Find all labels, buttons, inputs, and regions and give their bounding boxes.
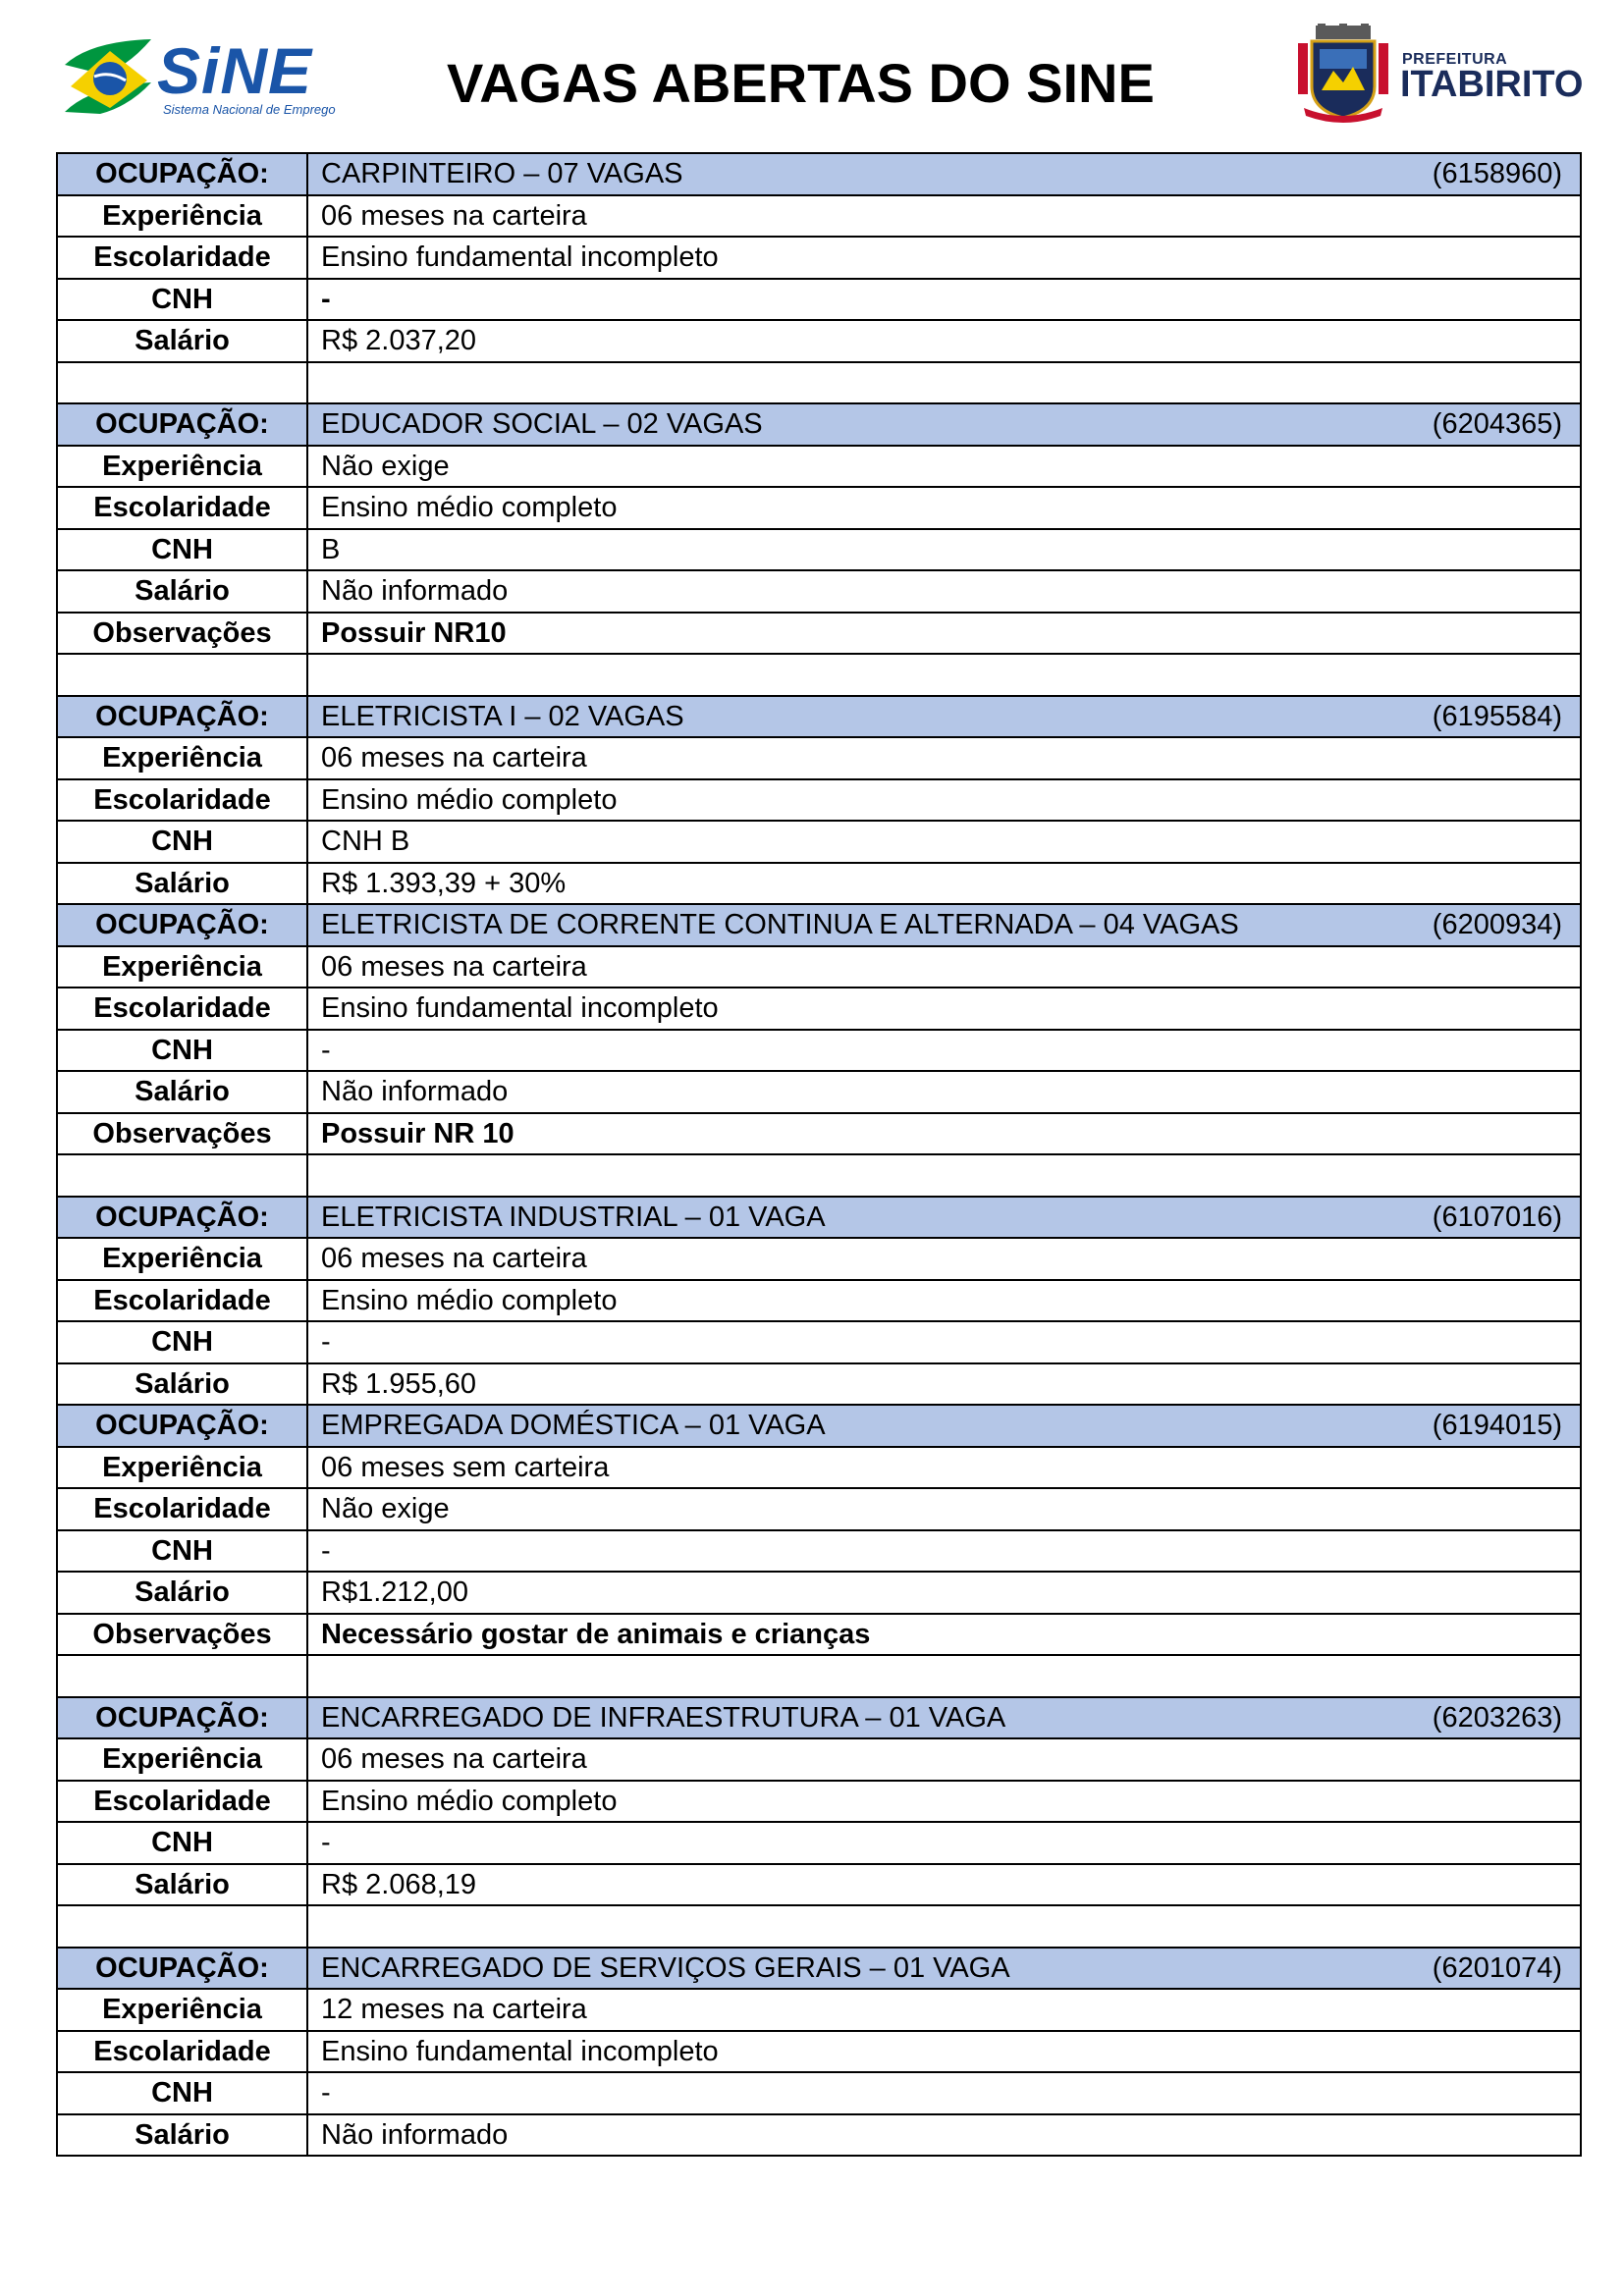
field-value: Ensino fundamental incompleto	[307, 237, 1581, 279]
field-value: 06 meses na carteira	[307, 737, 1581, 779]
vacancy-code: (6203263)	[1432, 1701, 1562, 1734]
field-row-experiencia	[57, 195, 1581, 238]
field-value: -	[307, 1321, 1581, 1363]
field-label: Salário	[57, 320, 307, 362]
field-row-salario	[57, 1071, 1581, 1113]
field-value: Não informado	[307, 2114, 1581, 2157]
field-value: 06 meses na carteira	[307, 1238, 1581, 1280]
page-title: VAGAS ABERTAS DO SINE	[447, 52, 1155, 114]
field-value: Necessário gostar de animais e crianças	[307, 1614, 1581, 1656]
field-value: Possuir NR10	[307, 613, 1581, 655]
occupation-value	[307, 1948, 1581, 1990]
field-value: -	[307, 2072, 1581, 2114]
occupation-row	[57, 904, 1581, 946]
field-value: -	[307, 1030, 1581, 1072]
field-value: Não exige	[307, 1488, 1581, 1530]
field-row-cnh	[57, 2072, 1581, 2114]
job-openings-table	[56, 152, 1582, 2157]
spacer-cell	[57, 1655, 307, 1697]
field-row-cnh	[57, 1321, 1581, 1363]
occupation-label: OCUPAÇÃO:	[57, 696, 307, 738]
field-value: Ensino médio completo	[307, 487, 1581, 529]
field-label: Experiência	[57, 737, 307, 779]
field-row-salario	[57, 1572, 1581, 1614]
field-label: Experiência	[57, 195, 307, 238]
occupation-value	[307, 696, 1581, 738]
field-label: Experiência	[57, 446, 307, 488]
field-value: 06 meses na carteira	[307, 195, 1581, 238]
field-value: R$ 1.393,39 + 30%	[307, 863, 1581, 905]
field-value: Ensino médio completo	[307, 779, 1581, 822]
vacancy-code: (6194015)	[1432, 1410, 1562, 1442]
field-label: Experiência	[57, 946, 307, 988]
occupation-row	[57, 696, 1581, 738]
occupation-value	[307, 1697, 1581, 1739]
field-label: Salário	[57, 1071, 307, 1113]
field-row-salario	[57, 570, 1581, 613]
occupation-label: OCUPAÇÃO:	[57, 1697, 307, 1739]
field-value: 06 meses na carteira	[307, 946, 1581, 988]
vacancy-code: (6158960)	[1432, 158, 1562, 190]
field-label: CNH	[57, 279, 307, 321]
spacer-cell	[307, 654, 1581, 696]
field-label: CNH	[57, 1822, 307, 1864]
occupation-label: OCUPAÇÃO:	[57, 1948, 307, 1990]
field-value: CNH B	[307, 821, 1581, 863]
spacer-row	[57, 654, 1581, 696]
field-label: Escolaridade	[57, 779, 307, 822]
occupation-title: ELETRICISTA DE CORRENTE CONTINUA E ALTERNADA – 04 VAGAS	[321, 909, 1239, 941]
occupation-label: OCUPAÇÃO:	[57, 1405, 307, 1447]
spacer-row	[57, 1905, 1581, 1948]
field-value: 12 meses na carteira	[307, 1989, 1581, 2031]
brazil-flag-icon	[61, 35, 155, 118]
occupation-label: OCUPAÇÃO:	[57, 1197, 307, 1239]
occupation-title: ENCARREGADO DE INFRAESTRUTURA – 01 VAGA	[321, 1701, 1006, 1734]
field-value: 06 meses na carteira	[307, 1738, 1581, 1781]
field-label: Salário	[57, 570, 307, 613]
field-value: B	[307, 529, 1581, 571]
field-label: Salário	[57, 1363, 307, 1406]
field-row-escolaridade	[57, 487, 1581, 529]
occupation-row	[57, 1405, 1581, 1447]
field-row-salario	[57, 1864, 1581, 1906]
occupation-row	[57, 1197, 1581, 1239]
page-header	[0, 0, 1624, 147]
spacer-cell	[57, 362, 307, 404]
occupation-row	[57, 153, 1581, 195]
field-row-escolaridade	[57, 779, 1581, 822]
occupation-title: CARPINTEIRO – 07 VAGAS	[321, 158, 683, 190]
field-value: Ensino médio completo	[307, 1280, 1581, 1322]
spacer-cell	[57, 1905, 307, 1948]
field-row-escolaridade	[57, 988, 1581, 1030]
field-label: Salário	[57, 2114, 307, 2157]
field-row-cnh	[57, 821, 1581, 863]
field-row-cnh	[57, 1530, 1581, 1573]
occupation-label: OCUPAÇÃO:	[57, 904, 307, 946]
vacancy-code: (6201074)	[1432, 1951, 1562, 1984]
field-label: Escolaridade	[57, 1488, 307, 1530]
occupation-title: ELETRICISTA INDUSTRIAL – 01 VAGA	[321, 1201, 826, 1233]
field-row-escolaridade	[57, 2031, 1581, 2073]
field-row-salario	[57, 2114, 1581, 2157]
field-row-experiencia	[57, 737, 1581, 779]
field-value: -	[307, 1530, 1581, 1573]
field-row-observacoes	[57, 1113, 1581, 1155]
vacancy-code: (6195584)	[1432, 700, 1562, 732]
field-label: Escolaridade	[57, 1781, 307, 1823]
spacer-cell	[57, 1154, 307, 1197]
field-value: Não exige	[307, 446, 1581, 488]
field-label: CNH	[57, 529, 307, 571]
field-label: Escolaridade	[57, 988, 307, 1030]
field-label: CNH	[57, 1030, 307, 1072]
field-row-escolaridade	[57, 237, 1581, 279]
field-label: Escolaridade	[57, 2031, 307, 2073]
field-value: Possuir NR 10	[307, 1113, 1581, 1155]
field-value: R$ 2.068,19	[307, 1864, 1581, 1906]
field-value: Ensino fundamental incompleto	[307, 2031, 1581, 2073]
field-row-experiencia	[57, 1447, 1581, 1489]
sine-logo	[61, 31, 336, 120]
field-value: Ensino fundamental incompleto	[307, 988, 1581, 1030]
field-row-cnh	[57, 1030, 1581, 1072]
field-label: Experiência	[57, 1238, 307, 1280]
occupation-value	[307, 1197, 1581, 1239]
field-label: CNH	[57, 2072, 307, 2114]
vacancy-code: (6204365)	[1432, 408, 1562, 441]
spacer-cell	[57, 654, 307, 696]
city-name-label: ITABIRITO	[1400, 64, 1584, 105]
field-row-observacoes	[57, 613, 1581, 655]
spacer-cell	[307, 362, 1581, 404]
prefeitura-itabirito-logo	[1294, 24, 1584, 126]
field-row-cnh	[57, 529, 1581, 571]
field-label: Escolaridade	[57, 1280, 307, 1322]
field-label: Observações	[57, 1113, 307, 1155]
spacer-row	[57, 1655, 1581, 1697]
city-crest-icon	[1294, 24, 1392, 126]
field-row-experiencia	[57, 1238, 1581, 1280]
field-row-escolaridade	[57, 1280, 1581, 1322]
spacer-cell	[307, 1655, 1581, 1697]
field-value: -	[307, 279, 1581, 321]
field-row-experiencia	[57, 446, 1581, 488]
field-value: R$1.212,00	[307, 1572, 1581, 1614]
field-label: Observações	[57, 613, 307, 655]
field-label: Experiência	[57, 1447, 307, 1489]
sine-logo-subtitle: Sistema Nacional de Emprego	[163, 102, 336, 117]
occupation-title: ENCARREGADO DE SERVIÇOS GERAIS – 01 VAGA	[321, 1951, 1010, 1984]
spacer-row	[57, 1154, 1581, 1197]
field-label: Salário	[57, 1864, 307, 1906]
field-row-salario	[57, 863, 1581, 905]
prefeitura-label: PREFEITURA	[1402, 51, 1508, 68]
occupation-label: OCUPAÇÃO:	[57, 153, 307, 195]
field-row-escolaridade	[57, 1488, 1581, 1530]
field-row-salario	[57, 1363, 1581, 1406]
occupation-row	[57, 1948, 1581, 1990]
vacancy-code: (6107016)	[1432, 1201, 1562, 1233]
occupation-title: EDUCADOR SOCIAL – 02 VAGAS	[321, 408, 763, 441]
field-value: -	[307, 1822, 1581, 1864]
occupation-value	[307, 1405, 1581, 1447]
job-openings-body	[57, 153, 1581, 2156]
field-row-experiencia	[57, 946, 1581, 988]
field-value: R$ 1.955,60	[307, 1363, 1581, 1406]
field-label: Observações	[57, 1614, 307, 1656]
spacer-cell	[307, 1154, 1581, 1197]
field-value: Não informado	[307, 570, 1581, 613]
occupation-row	[57, 1697, 1581, 1739]
field-row-escolaridade	[57, 1781, 1581, 1823]
field-row-cnh	[57, 1822, 1581, 1864]
field-row-cnh	[57, 279, 1581, 321]
field-label: Salário	[57, 1572, 307, 1614]
field-value: R$ 2.037,20	[307, 320, 1581, 362]
field-label: CNH	[57, 821, 307, 863]
field-row-observacoes	[57, 1614, 1581, 1656]
occupation-title: ELETRICISTA I – 02 VAGAS	[321, 700, 684, 732]
occupation-title: EMPREGADA DOMÉSTICA – 01 VAGA	[321, 1410, 826, 1442]
spacer-cell	[307, 1905, 1581, 1948]
spacer-row	[57, 362, 1581, 404]
field-row-salario	[57, 320, 1581, 362]
field-label: Experiência	[57, 1989, 307, 2031]
occupation-row	[57, 403, 1581, 446]
occupation-value	[307, 403, 1581, 446]
occupation-label: OCUPAÇÃO:	[57, 403, 307, 446]
field-value: Não informado	[307, 1071, 1581, 1113]
field-value: Ensino médio completo	[307, 1781, 1581, 1823]
field-label: Escolaridade	[57, 487, 307, 529]
field-row-experiencia	[57, 1738, 1581, 1781]
field-label: CNH	[57, 1321, 307, 1363]
field-label: Escolaridade	[57, 237, 307, 279]
field-label: CNH	[57, 1530, 307, 1573]
field-label: Experiência	[57, 1738, 307, 1781]
vacancy-code: (6200934)	[1432, 909, 1562, 941]
occupation-value	[307, 153, 1581, 195]
sine-logo-text: SiNE	[157, 34, 313, 107]
field-value: 06 meses sem carteira	[307, 1447, 1581, 1489]
occupation-value	[307, 904, 1581, 946]
field-label: Salário	[57, 863, 307, 905]
field-row-experiencia	[57, 1989, 1581, 2031]
